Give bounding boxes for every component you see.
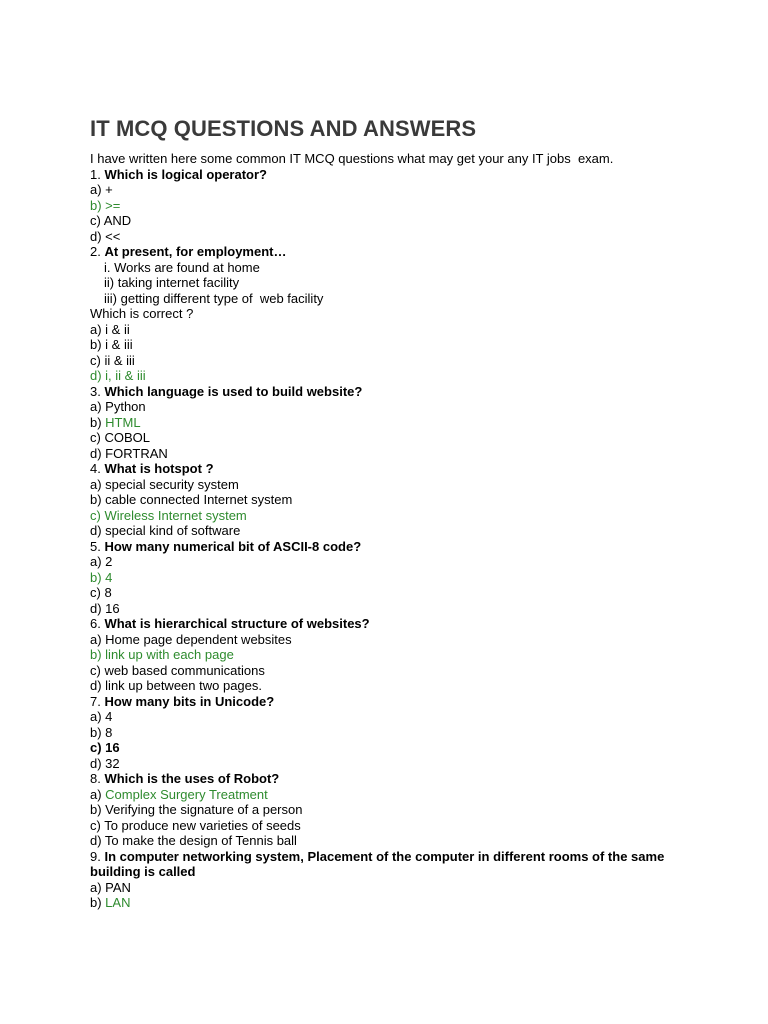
question-text: Which is the uses of Robot? [104,771,280,786]
option-d: d) To make the design of Tennis ball [90,833,297,848]
question-text: How many numerical bit of ASCII-8 code? [104,538,362,554]
option-b: b) Verifying the signature of a person [90,802,303,817]
question-text: What is hierarchical structure of websites? [104,616,370,631]
option-a: a) Python [90,399,146,414]
question-text: How many bits in Unicode? [104,693,275,709]
statement-iii: iii) getting different type of web facility [104,290,324,306]
option-d: d) 16 [90,600,120,616]
option-b-answer: b) link up with each page [90,647,234,662]
question-7 [90,694,690,710]
option-a: a) 4 [90,709,113,724]
question-text: Which language is used to build website? [104,383,363,399]
question-number: 4. [90,461,105,476]
question-text: In computer networking system, Placement of the computer in different rooms of the same building is called [90,848,665,879]
option-d: d) FORTRAN [90,445,168,461]
option-d: d) << [90,228,121,244]
question-number: 2. [90,244,105,259]
option-a: a) PAN [90,879,131,895]
question-text: At present, for employment… [104,244,287,259]
question-number: 6. [90,616,105,631]
question-text: Which is logical operator? [104,166,267,182]
question-number: 5. [90,538,105,554]
option-d-answer: d) i, ii & iii [90,368,146,383]
option-c: c) AND [90,213,132,228]
option-c-answer: c) Wireless Internet system [90,507,247,523]
question-8 [90,771,690,787]
question-5 [90,539,690,555]
option-c: c) web based communications [90,662,265,678]
option-a: a) 2 [90,554,113,569]
option-b: b) i & iii [90,337,133,352]
intro-text: I have written here some common IT MCQ questions what may get your any IT jobs exam. [90,151,614,166]
question-6 [90,616,690,632]
option-a: a) i & ii [90,321,130,337]
option-c-answer: c) 16 [90,740,120,755]
question-1 [90,167,690,183]
question-number: 3. [90,383,105,399]
option-b: b) cable connected Internet system [90,492,293,507]
question-9 [90,849,690,880]
option-a: a) special security system [90,476,239,492]
option-d: d) special kind of software [90,523,241,538]
question-text: What is hotspot ? [104,461,214,476]
option-b-answer: b) HTML [90,414,141,430]
option-c: c) ii & iii [90,352,135,368]
question-2 [90,244,690,260]
option-b-answer: b) 4 [90,569,113,585]
question-number: 7. [90,693,105,709]
option-b: b) 8 [90,724,113,740]
statement-ii: ii) taking internet facility [104,275,240,290]
question-number: 9. [90,848,105,864]
question-list [90,151,690,911]
question-prompt: Which is correct ? [90,306,194,321]
option-c: c) 8 [90,585,112,600]
page-title: IT MCQ QUESTIONS AND ANSWERS [90,116,477,141]
option-c: c) COBOL [90,430,150,445]
option-a: a) Home page dependent websites [90,631,292,647]
question-4 [90,461,690,477]
option-a-answer: a) Complex Surgery Treatment [90,786,268,802]
statement-i: i. Works are found at home [104,259,260,275]
option-b-answer: b) >= [90,197,121,213]
question-3 [90,384,690,400]
option-b-answer: b) LAN [90,895,131,910]
option-a: a) + [90,182,113,197]
question-number: 8. [90,771,105,786]
question-number: 1. [90,166,105,182]
option-d: d) link up between two pages. [90,678,262,693]
option-d: d) 32 [90,755,120,771]
option-c: c) To produce new varieties of seeds [90,817,301,833]
